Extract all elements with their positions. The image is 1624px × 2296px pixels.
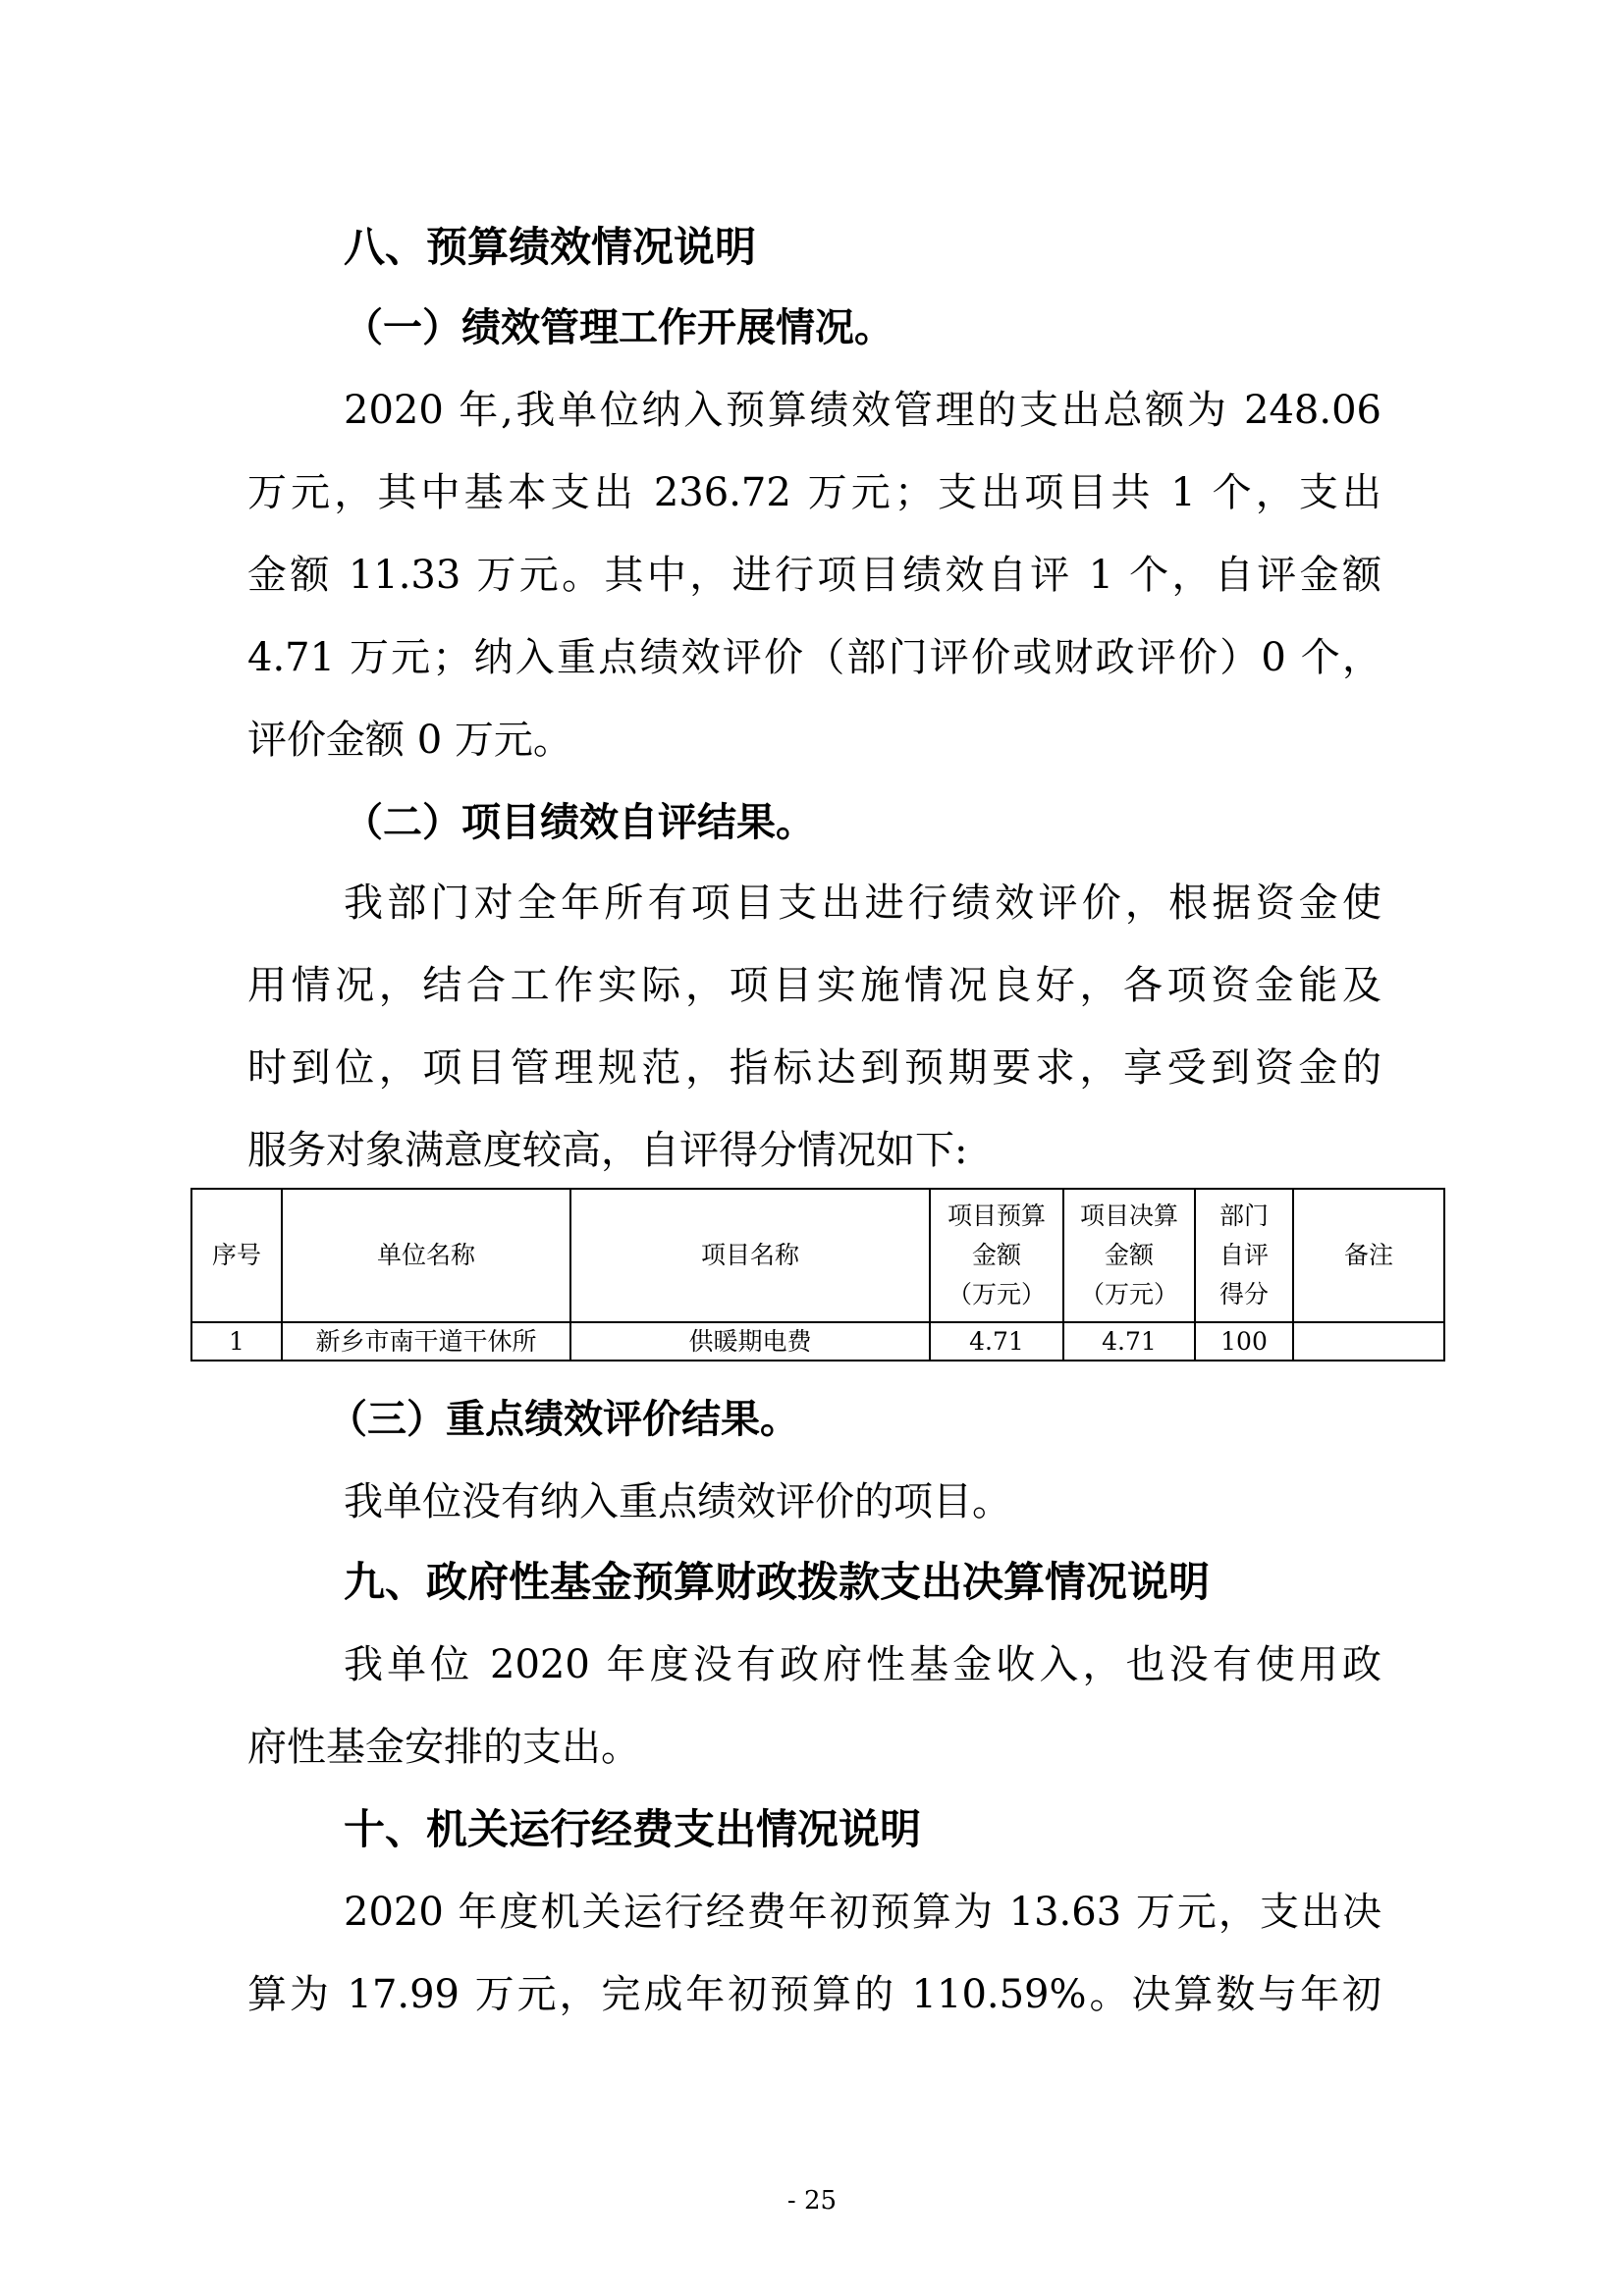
section8-title: 八、预算绩效情况说明 xyxy=(344,223,757,271)
sub2-line-3: 时到位，项目管理规范，指标达到预期要求，享受到资金的 xyxy=(247,1045,1381,1091)
page-number: - 25 xyxy=(786,2186,838,2216)
header-budget-line: 金额 xyxy=(971,1241,1021,1269)
sub3-title: （三）重点绩效评价结果。 xyxy=(328,1397,799,1442)
sub2-line-2: 用情况，结合工作实际，项目实施情况良好，各项资金能及 xyxy=(247,963,1381,1008)
header-final-line: 项目决算 xyxy=(1079,1201,1178,1230)
cell-remark xyxy=(1293,1322,1444,1361)
cell-score: 100 xyxy=(1195,1322,1293,1361)
sub1-line-1: 2020 年,我单位纳入预算绩效管理的支出总额为 248.06 xyxy=(344,388,1381,433)
header-score-line: 自评 xyxy=(1218,1241,1269,1269)
cell-no: 1 xyxy=(191,1322,282,1361)
cell-final: 4.71 xyxy=(1063,1322,1195,1361)
header-final-line: （万元） xyxy=(1079,1280,1178,1308)
header-score xyxy=(1195,1189,1293,1322)
sub1-line-2: 万元，其中基本支出 236.72 万元；支出项目共 1 个，支出 xyxy=(247,470,1381,515)
section9-title: 九、政府性基金预算财政拨款支出决算情况说明 xyxy=(344,1558,1211,1606)
table-row xyxy=(191,1322,1444,1361)
section9-line-1: 我单位 2020 年度没有政府性基金收入，也没有使用政 xyxy=(344,1642,1381,1687)
header-project: 项目名称 xyxy=(570,1189,930,1322)
self-evaluation-table xyxy=(190,1188,1445,1362)
header-budget-line: 项目预算 xyxy=(947,1201,1046,1230)
section10-line-1: 2020 年度机关运行经费年初预算为 13.63 万元，支出决 xyxy=(344,1890,1381,1935)
sub2-line-4: 服务对象满意度较高，自评得分情况如下: xyxy=(247,1128,968,1173)
sub1-line-4: 4.71 万元；纳入重点绩效评价（部门评价或财政评价）0 个， xyxy=(247,635,1381,680)
table-header-row xyxy=(191,1189,1444,1322)
sub2-line-1: 我部门对全年所有项目支出进行绩效评价，根据资金使 xyxy=(344,881,1381,926)
sub1-line-3: 金额 11.33 万元。其中，进行项目绩效自评 1 个，自评金额 xyxy=(247,553,1381,598)
sub1-line-5: 评价金额 0 万元。 xyxy=(247,718,572,763)
section9-line-2: 府性基金安排的支出。 xyxy=(247,1725,640,1770)
header-final-line: 金额 xyxy=(1104,1241,1154,1269)
cell-project: 供暖期电费 xyxy=(570,1322,930,1361)
cell-unit: 新乡市南干道干休所 xyxy=(282,1322,570,1361)
sub1-title: （一）绩效管理工作开展情况。 xyxy=(344,305,893,350)
section10-line-2: 算为 17.99 万元，完成年初预算的 110.59%。决算数与年初 xyxy=(247,1972,1381,2017)
cell-budget: 4.71 xyxy=(930,1322,1063,1361)
header-budget xyxy=(930,1189,1063,1322)
header-unit: 单位名称 xyxy=(282,1189,570,1322)
header-score-line: 得分 xyxy=(1218,1280,1269,1308)
header-score-line: 部门 xyxy=(1218,1201,1269,1230)
sub3-text: 我单位没有纳入重点绩效评价的项目。 xyxy=(344,1479,1011,1524)
header-no: 序号 xyxy=(191,1189,282,1322)
header-budget-line: （万元） xyxy=(947,1280,1046,1308)
sub2-title: （二）项目绩效自评结果。 xyxy=(344,800,815,845)
section10-title: 十、机关运行经费支出情况说明 xyxy=(344,1805,922,1853)
header-remark: 备注 xyxy=(1293,1189,1444,1322)
header-final xyxy=(1063,1189,1195,1322)
